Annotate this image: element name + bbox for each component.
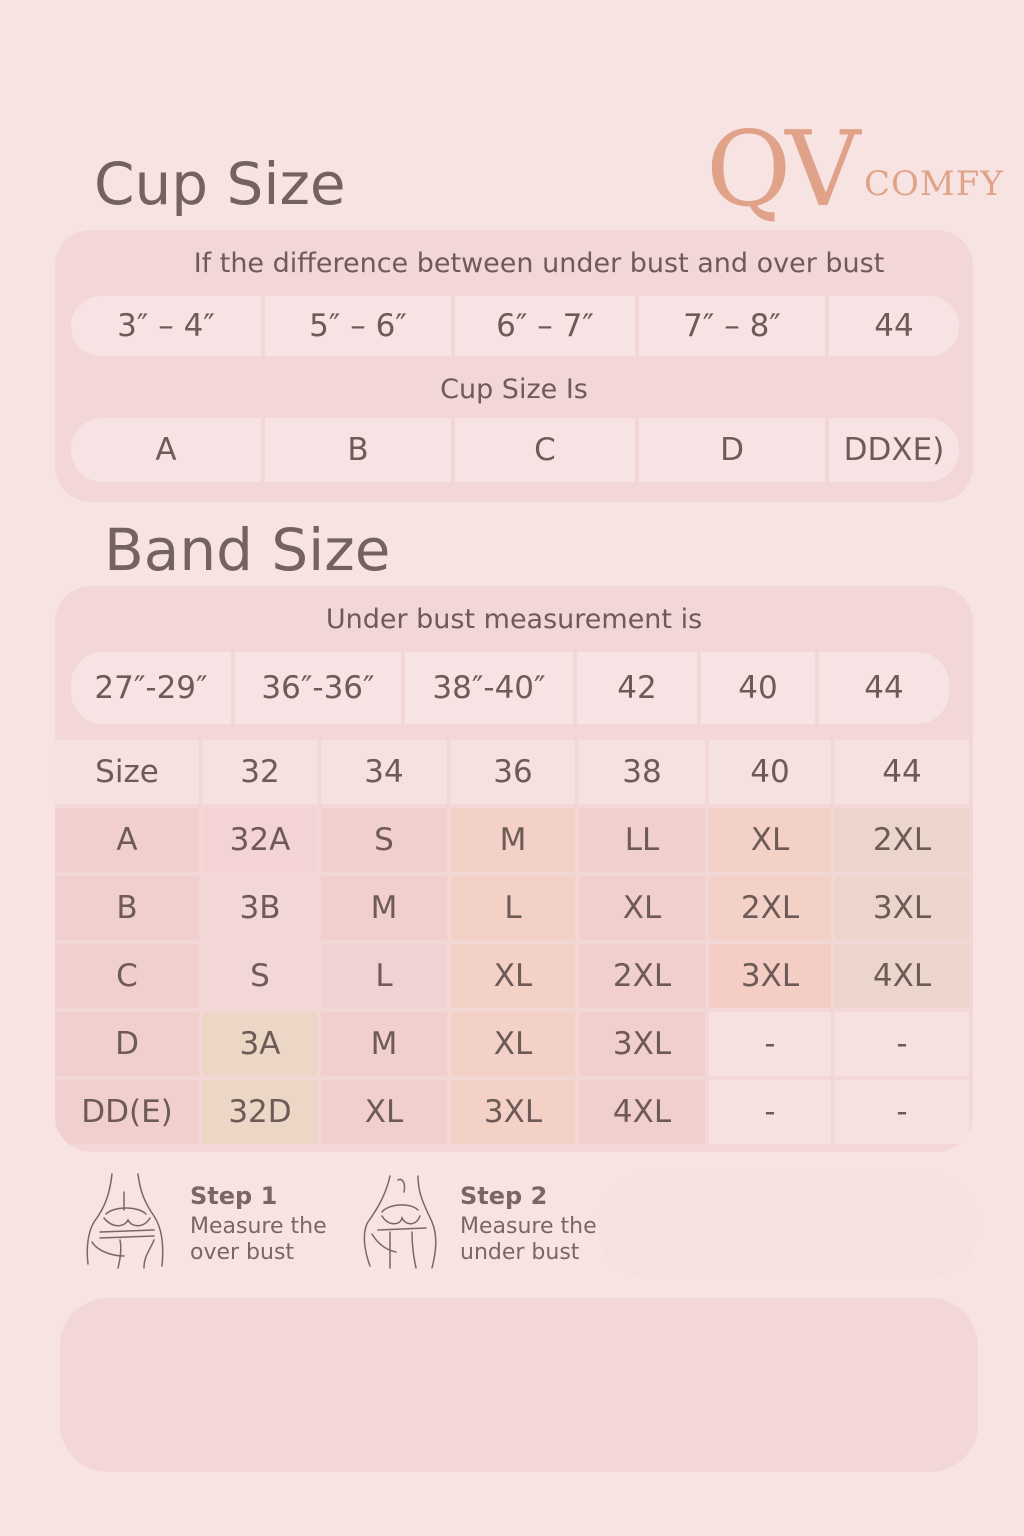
brand-logo (706, 108, 1004, 230)
logo-sub: COMFY (864, 164, 1004, 204)
measurement-caption: Under bust measurement is (325, 604, 703, 635)
size-cell: S (321, 808, 447, 872)
header-cell: 44 (835, 740, 969, 804)
decorative-pill (598, 1174, 978, 1278)
measurement-cell: 40 (701, 652, 815, 724)
difference-cell: 3″ – 4″ (71, 296, 261, 356)
step-2-line1: Measure the (460, 1214, 597, 1239)
cup-label-cell: C (55, 944, 199, 1008)
size-cell: XL (579, 876, 705, 940)
size-row (55, 1080, 973, 1144)
size-cell: L (451, 876, 575, 940)
over-bust-figure-icon (84, 1172, 170, 1272)
measurement-cell: 36″-36″ (235, 652, 401, 724)
measurement-cell: 38″-40″ (405, 652, 573, 724)
cup-row (71, 418, 959, 482)
size-cell: 3XL (451, 1080, 575, 1144)
size-row (55, 876, 973, 940)
size-cell: 2XL (579, 944, 705, 1008)
cup-label-cell: D (55, 1012, 199, 1076)
size-cell: L (321, 944, 447, 1008)
size-cell: S (203, 944, 317, 1008)
size-cell: 3XL (709, 944, 831, 1008)
size-cell: XL (709, 808, 831, 872)
size-cell: 3XL (579, 1012, 705, 1076)
size-cell: 2XL (835, 808, 969, 872)
size-cell: 32A (203, 808, 317, 872)
size-row (55, 1012, 973, 1076)
size-cell: - (835, 1012, 969, 1076)
size-cell: 4XL (579, 1080, 705, 1144)
size-grid-body (55, 808, 973, 1144)
cup-size-title: Cup Size (94, 150, 346, 218)
header-cell: 40 (709, 740, 831, 804)
bottom-panel (60, 1298, 978, 1472)
under-bust-figure-icon (360, 1172, 446, 1272)
size-header-row (55, 740, 973, 804)
size-cell: 4XL (835, 944, 969, 1008)
size-cell: LL (579, 808, 705, 872)
size-cell: XL (451, 944, 575, 1008)
cup-result-caption: Cup Size Is (440, 374, 588, 405)
header-cell: 32 (203, 740, 317, 804)
size-cell: 32D (203, 1080, 317, 1144)
measurement-cell: 27″-29″ (71, 652, 231, 724)
cup-cell: B (265, 418, 451, 482)
size-cell: M (321, 1012, 447, 1076)
size-cell: 3B (203, 876, 317, 940)
cup-label-cell: DD(E) (55, 1080, 199, 1144)
step-1 (84, 1172, 344, 1272)
difference-cell: 44 (829, 296, 959, 356)
size-cell: 2XL (709, 876, 831, 940)
header-cell: 34 (321, 740, 447, 804)
difference-cell: 5″ – 6″ (265, 296, 451, 356)
size-cell: - (835, 1080, 969, 1144)
difference-cell: 6″ – 7″ (455, 296, 635, 356)
size-cell: - (709, 1080, 831, 1144)
step-2-line2: under bust (460, 1240, 580, 1265)
cup-cell: DDXE) (829, 418, 959, 482)
measurement-row (71, 652, 949, 724)
header-cell: Size (55, 740, 199, 804)
size-cell: M (321, 876, 447, 940)
logo-main: QV (706, 108, 855, 230)
band-size-title: Band Size (104, 516, 391, 584)
size-cell: - (709, 1012, 831, 1076)
header-cell: 38 (579, 740, 705, 804)
band-size-panel (55, 586, 973, 1152)
size-row (55, 808, 973, 872)
measurement-cell: 44 (819, 652, 949, 724)
header-cell: 36 (451, 740, 575, 804)
size-cell: XL (451, 1012, 575, 1076)
step-2 (360, 1172, 620, 1272)
size-cell: M (451, 808, 575, 872)
cup-label-cell: B (55, 876, 199, 940)
cup-cell: C (455, 418, 635, 482)
size-cell: 3XL (835, 876, 969, 940)
cup-cell: D (639, 418, 825, 482)
difference-caption: If the difference between under bust and over bust (193, 248, 885, 279)
step-2-title: Step 2 (460, 1182, 548, 1210)
size-row (55, 944, 973, 1008)
cup-size-panel (55, 230, 973, 502)
cup-label-cell: A (55, 808, 199, 872)
difference-row (71, 296, 959, 356)
size-cell: XL (321, 1080, 447, 1144)
cup-cell: A (71, 418, 261, 482)
difference-cell: 7″ – 8″ (639, 296, 825, 356)
size-cell: 3A (203, 1012, 317, 1076)
step-1-line1: Measure the (190, 1214, 327, 1239)
size-grid (55, 740, 973, 1148)
step-1-title: Step 1 (190, 1182, 278, 1210)
step-1-line2: over bust (190, 1240, 295, 1265)
measurement-cell: 42 (577, 652, 697, 724)
